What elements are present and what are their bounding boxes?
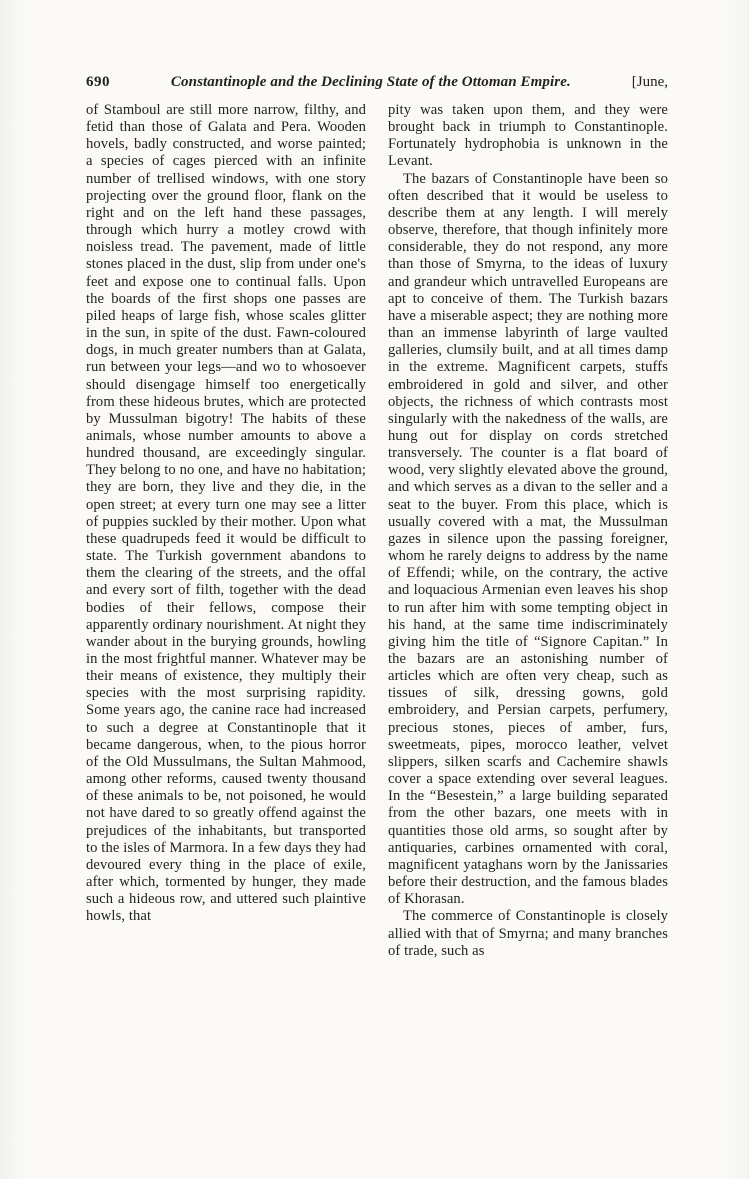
paragraph: of Stamboul are still more narrow, filthy, and fetid than those of Galata and Pera. Wooden hovels, badly constructed, and worse painted; a species of cages pierced with an infinite number of trellised windows, with one story projecting over the ground floor, flank on the right and on the left hand these passages, through which hurry a motley crowd with noisless tread. The pavement, made of little stones placed in the dust, slip from under one's feet and expose one to continual falls. Upon the boards of the first shops one passes are piled heaps of large fish, whose scales glitter in the sun, in spite of the dust. Fawn-coloured dogs, in much greater numbers than at Galata, run between your legs—and wo to whosoever should disengage himself too energetically from these hideous brutes, which are protected by Mussulman bigotry! The habits of these animals, whose number amounts to above a hundred thousand, are exceedingly singular. They belong to no one, and have no habitation; they are born, they live and they die, in the open street; at every turn one may see a litter of puppies suckled by their mother. Upon what these quadrupeds feed it would be difficult to state. The Turkish government abandons to them the clearing of the streets, and the offal and every sort of filth, together with the dead bodies of their fellows, compose their apparently ordinary nourishment. At night they wander about in the burying grounds, howling in the most frightful manner. Whatever may be their means of existence, they multiply their species with the most surprising rapidity. Some years ago, the canine race had increased to such a degree at Constantinople that it became dangerous, when, to the pious horror of the Old Mussulmans, the Sultan Mahmood, among other reforms, caused twenty thousand of these animals to be, not poisoned, he would not have dared to so greatly offend against the prejudices of the inhabitants, but transported to the isles of Marmora. In a few days they had devoured every thing in the place of exile, after which, tormented by hunger, they made such a hideous row, and uttered such plaintive howls, that <box>86 102 366 925</box>
paragraph: pity was taken upon them, and they were brought back in triumph to Constantinople. Fortunately hydrophobia is unknown in the Levant. <box>388 102 668 170</box>
paragraph: The commerce of Constantinople is closely allied with that of Smyrna; and many branches of trade, such as <box>388 908 668 959</box>
issue-label: [June, <box>631 74 668 90</box>
page-number: 690 <box>86 74 110 90</box>
paragraph: The bazars of Constantinople have been so often described that it would be useless to describe them at any length. I will merely observe, therefore, that though infinitely more considerable, they do not respond, any more than those of Smyrna, to the ideas of luxury and grandeur which untravelled Europeans are apt to conceive of them. The Turkish bazars have a miserable aspect; they are nothing more than an immense labyrinth of large vaulted galleries, clumsily built, and at all times damp in the extreme. Magnificent carpets, stuffs embroidered in gold and silver, and other objects, the richness of which contrasts most singularly with the nakedness of the walls, are hung out for display on cords stretched transversely. The counter is a flat board of wood, very slightly elevated above the ground, and which serves as a divan to the seller and a seat to the buyer. From this place, which is usually covered with a mat, the Mussulman gazes in silence upon the passing foreigner, whom he rarely deigns to address by the name of Effendi; while, on the contrary, the active and loquacious Armenian even leaves his shop to run after him with some tempting object in his hand, at the same time indiscriminately giving him the title of “Signore Capitan.” In the bazars are an astonishing number of articles which are often very cheap, such as tissues of silk, dressing gowns, gold embroidery, and Persian carpets, perfumery, precious stones, pieces of amber, furs, sweetmeats, pipes, morocco leather, velvet slippers, silken scarfs and Cachemire shawls cover a space extending over several leagues. In the “Besestein,” a large building separated from the other bazars, one meets with in quantities those old arms, so sought after by antiquaries, carbines ornamented with coral, magnificent yataghans worn by the Janissaries before their destruction, and the famous blades of Khorasan. <box>388 170 668 908</box>
page-header <box>86 74 668 91</box>
text-columns <box>86 102 668 960</box>
left-column <box>86 102 366 960</box>
right-column <box>388 102 668 960</box>
running-title: Constantinople and the Declining State of the Ottoman Empire. <box>170 74 571 90</box>
